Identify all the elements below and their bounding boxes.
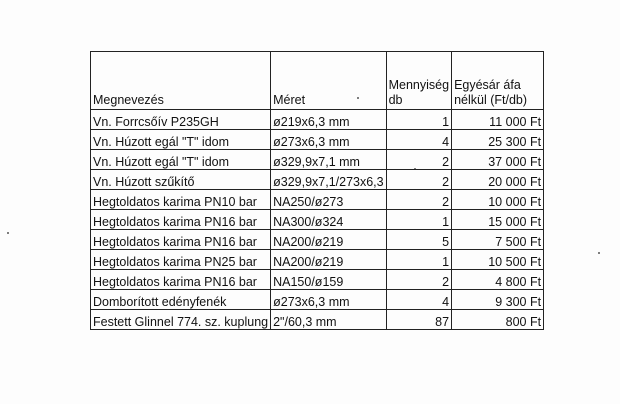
cell-price: 25 300 Ft xyxy=(452,130,544,150)
table-row xyxy=(91,230,544,250)
header-qty-line2: db xyxy=(388,93,403,107)
table-row xyxy=(91,250,544,270)
cell-size: 2"/60,3 mm xyxy=(271,310,387,330)
cell-qty: 1 xyxy=(386,110,451,130)
cell-qty: 87 xyxy=(386,310,451,330)
table-row xyxy=(91,110,544,130)
header-row xyxy=(91,52,544,110)
cell-qty: 4 xyxy=(386,290,451,310)
price-table xyxy=(90,51,544,330)
cell-qty: 4 xyxy=(386,130,451,150)
scan-speck xyxy=(7,232,9,234)
header-size: Méret xyxy=(271,52,387,110)
cell-name: Hegtoldatos karima PN16 bar xyxy=(91,210,271,230)
cell-name: Domborított edényfenék xyxy=(91,290,271,310)
cell-size: ø273x6,3 mm xyxy=(271,130,387,150)
cell-price: 800 Ft xyxy=(452,310,544,330)
cell-qty: 2 xyxy=(386,190,451,210)
cell-price: 7 500 Ft xyxy=(452,230,544,250)
cell-price: 10 000 Ft xyxy=(452,190,544,210)
table-row xyxy=(91,310,544,330)
table-row xyxy=(91,130,544,150)
cell-size: ø219x6,3 mm xyxy=(271,110,387,130)
table-row xyxy=(91,150,544,170)
cell-size: ø329,9x7,1/273x6,3 xyxy=(271,170,387,190)
cell-name: Hegtoldatos karima PN16 bar xyxy=(91,270,271,290)
cell-price: 37 000 Ft xyxy=(452,150,544,170)
header-name: Megnevezés xyxy=(91,52,271,110)
cell-size: NA200/ø219 xyxy=(271,230,387,250)
cell-name: Vn. Húzott egál "T" idom xyxy=(91,150,271,170)
cell-name: Festett Glinnel 774. sz. kuplung xyxy=(91,310,271,330)
cell-price: 9 300 Ft xyxy=(452,290,544,310)
cell-qty: 2 xyxy=(386,150,451,170)
cell-price: 15 000 Ft xyxy=(452,210,544,230)
cell-qty: 5 xyxy=(386,230,451,250)
header-price-line1: Egyésár áfa xyxy=(454,78,521,92)
table-row xyxy=(91,190,544,210)
cell-size: NA300/ø324 xyxy=(271,210,387,230)
cell-price: 11 000 Ft xyxy=(452,110,544,130)
cell-name: Hegtoldatos karima PN16 bar xyxy=(91,230,271,250)
header-price xyxy=(452,52,544,110)
header-qty xyxy=(386,52,451,110)
cell-name: Hegtoldatos karima PN25 bar xyxy=(91,250,271,270)
cell-price: 10 500 Ft xyxy=(452,250,544,270)
table-row xyxy=(91,270,544,290)
cell-qty: 1 xyxy=(386,210,451,230)
cell-size: NA200/ø219 xyxy=(271,250,387,270)
cell-name: Hegtoldatos karima PN10 bar xyxy=(91,190,271,210)
cell-size: NA250/ø273 xyxy=(271,190,387,210)
cell-price: 4 800 Ft xyxy=(452,270,544,290)
cell-price: 20 000 Ft xyxy=(452,170,544,190)
header-qty-line1: Mennyiség xyxy=(388,78,450,92)
cell-qty: 1 xyxy=(386,250,451,270)
table-row xyxy=(91,170,544,190)
cell-name: Vn. Húzott egál "T" idom xyxy=(91,130,271,150)
cell-size: NA150/ø159 xyxy=(271,270,387,290)
table-row xyxy=(91,290,544,310)
cell-size: ø329,9x7,1 mm xyxy=(271,150,387,170)
cell-name: Vn. Forrcsőív P235GH xyxy=(91,110,271,130)
table-row xyxy=(91,210,544,230)
cell-qty: 2 xyxy=(386,170,451,190)
cell-size: ø273x6,3 mm xyxy=(271,290,387,310)
header-price-line2: nélkül (Ft/db) xyxy=(454,93,528,107)
scan-speck xyxy=(598,252,600,254)
cell-qty: 2 xyxy=(386,270,451,290)
cell-name: Vn. Húzott szűkítő xyxy=(91,170,271,190)
